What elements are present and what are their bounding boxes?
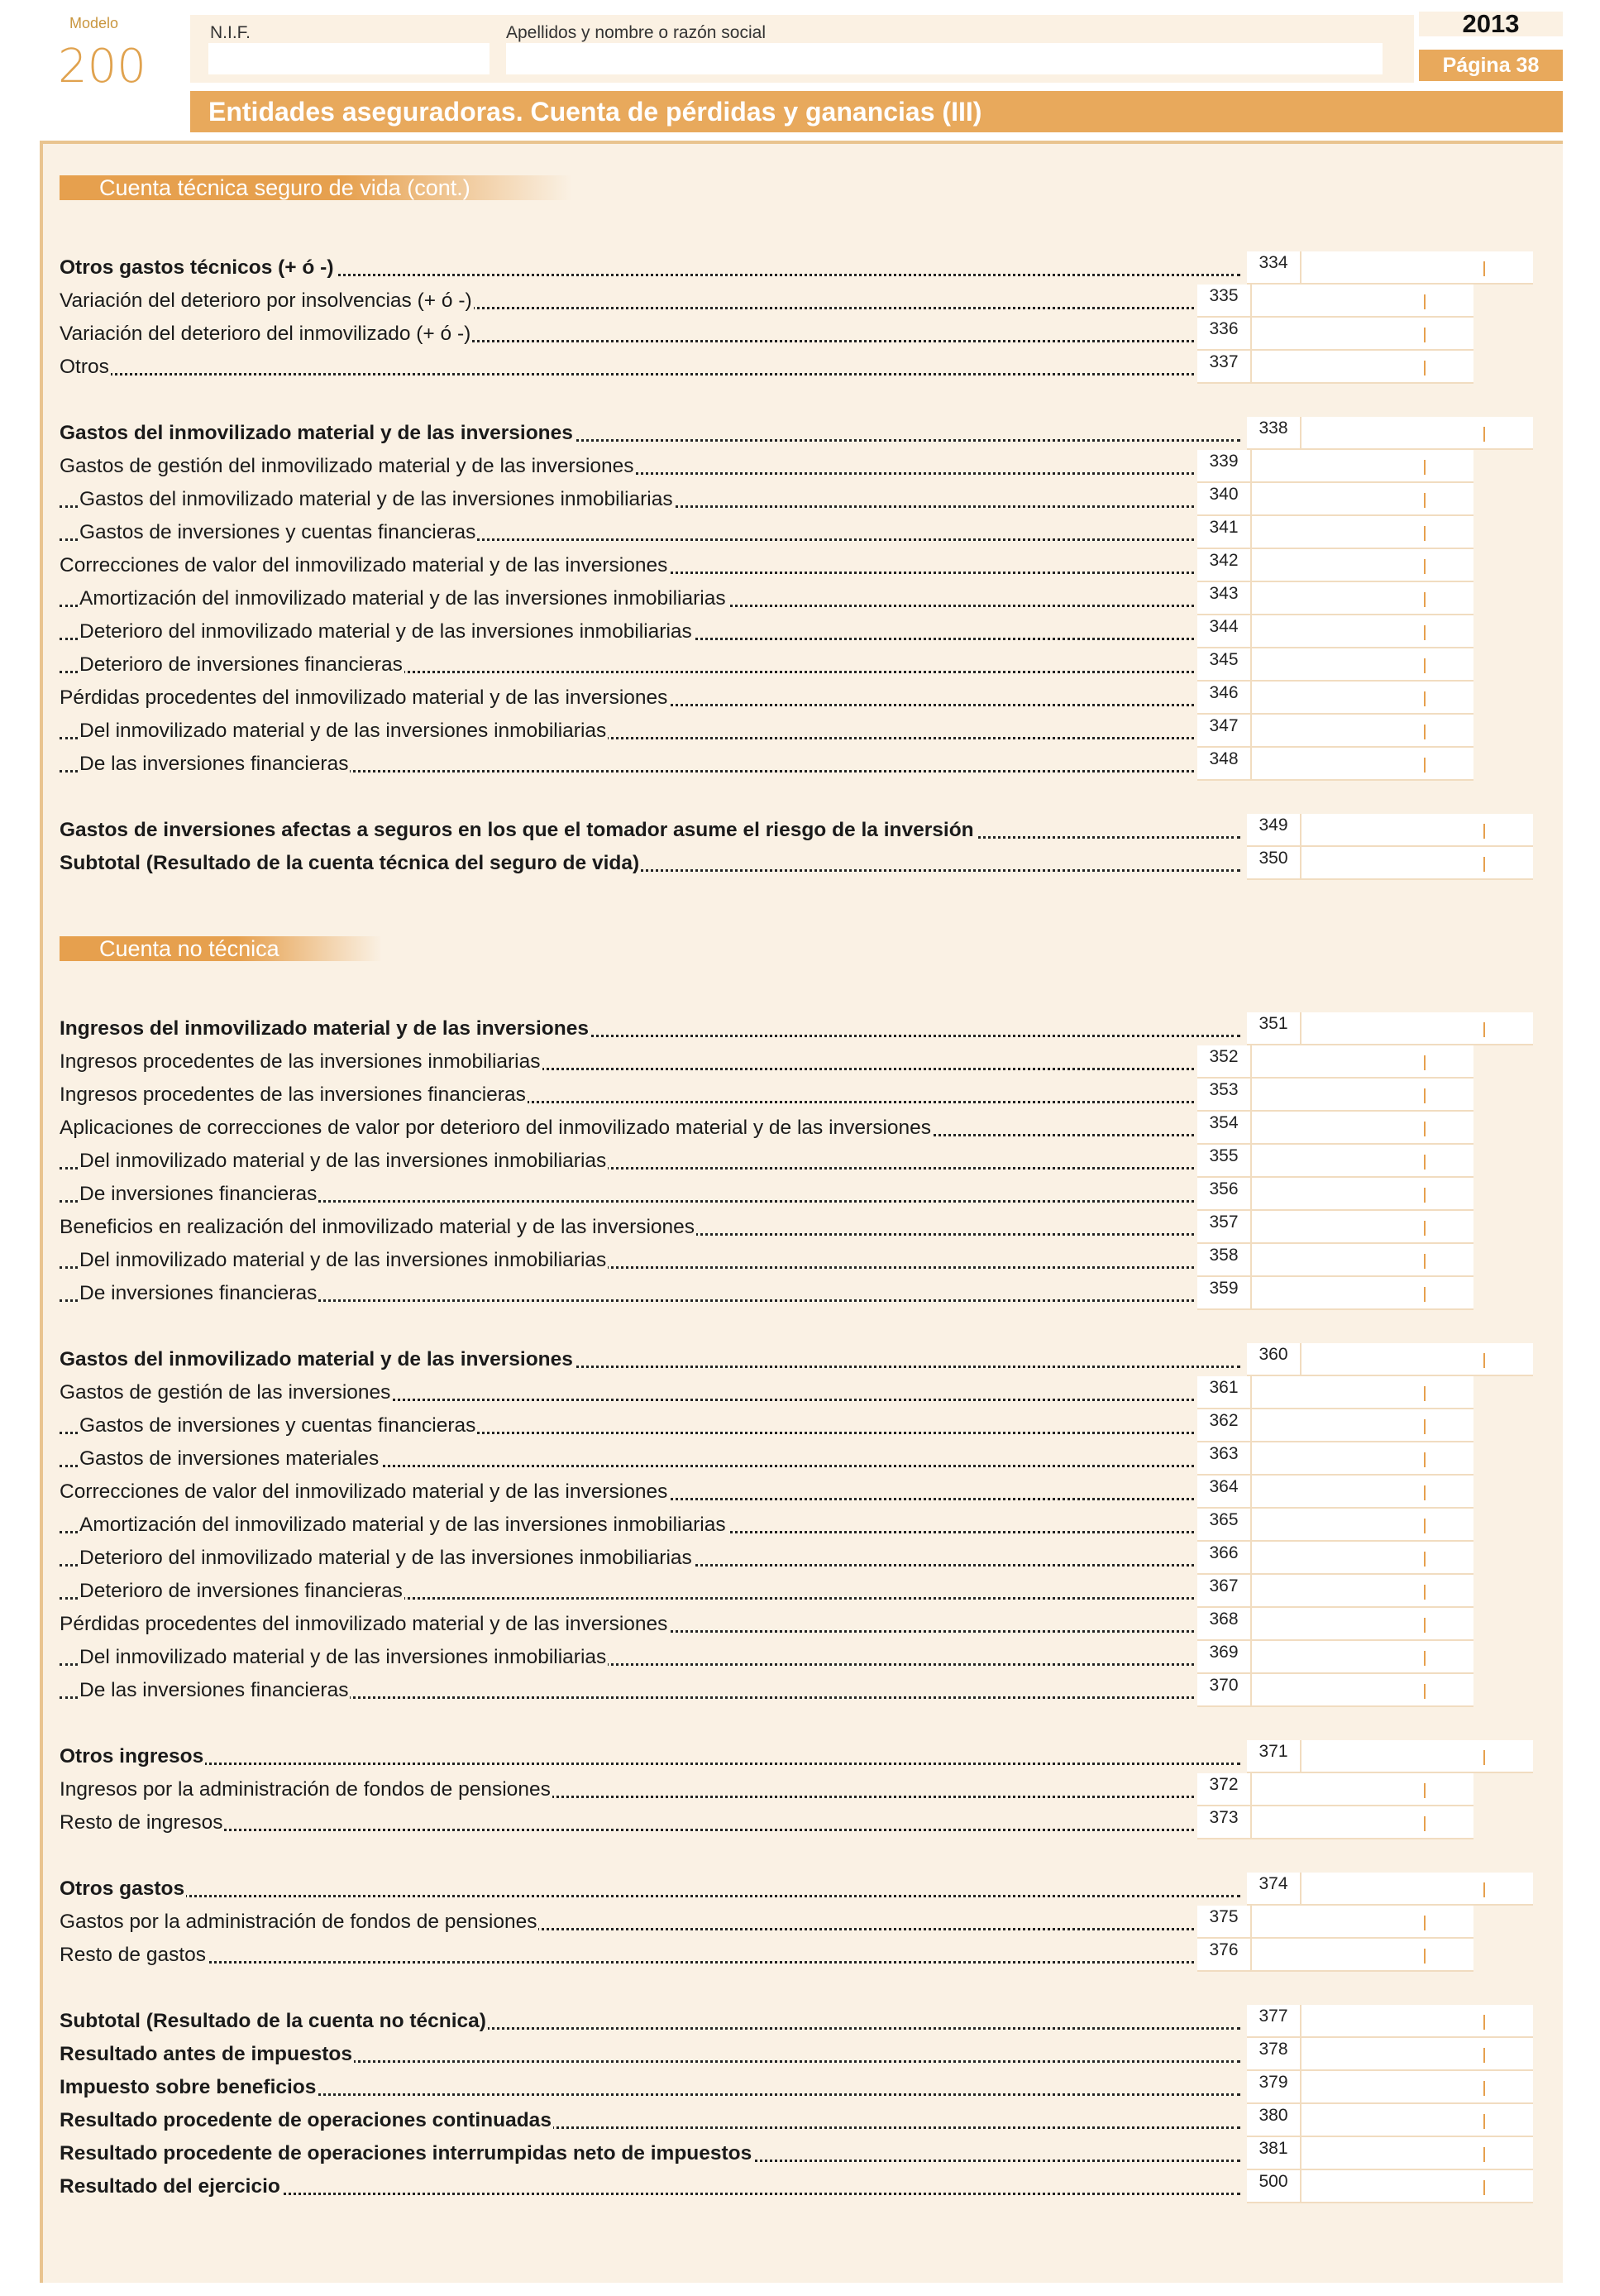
row-label (60, 1079, 1194, 1112)
page-title: Entidades aseguradoras. Cuenta de pérdidas y ganancias (III) (190, 91, 1563, 132)
amount-field[interactable] (1250, 1773, 1473, 1806)
row-label (60, 516, 1194, 549)
row-label-text: Variación del deterioro del inmovilizado (+ ó -) (60, 323, 471, 345)
decimal-separator-mark (1424, 1585, 1426, 1600)
box-code: 361 (1197, 1376, 1250, 1409)
box-code: 381 (1247, 2137, 1300, 2170)
dot-leader (60, 1895, 1240, 1897)
row-label-text: Del inmovilizado material y de las inversiones inmobiliarias (79, 1150, 607, 1172)
modelo-number: 200 (58, 40, 146, 93)
amount-field[interactable] (1250, 483, 1473, 516)
row-label-text: Gastos de gestión del inmovilizado material y de las inversiones (60, 455, 634, 477)
amount-field[interactable] (1250, 1641, 1473, 1674)
nif-field[interactable] (208, 43, 490, 74)
amount-field[interactable] (1300, 2137, 1533, 2170)
row-label (60, 648, 1194, 682)
box-code: 347 (1197, 715, 1250, 748)
box-code: 349 (1247, 814, 1300, 847)
row-label-text: Ingresos procedentes de las inversiones financieras (60, 1083, 526, 1106)
row-label-text: Ingresos por la administración de fondos de pensiones (60, 1778, 551, 1801)
row-label (60, 1409, 1194, 1442)
box-code: 334 (1247, 251, 1300, 285)
dot-leader (60, 1961, 1194, 1964)
row-label-text: Resultado procedente de operaciones interrumpidas neto de impuestos (60, 2142, 752, 2164)
amount-field[interactable] (1250, 351, 1473, 384)
amount-field[interactable] (1300, 1343, 1533, 1376)
decimal-separator-mark (1424, 294, 1426, 309)
row-label-text: Gastos por la administración de fondos de pensiones (60, 1911, 537, 1933)
dot-leader (60, 373, 1194, 375)
amount-field[interactable] (1250, 1145, 1473, 1178)
row-label (60, 483, 1194, 516)
decimal-separator-mark (1483, 2081, 1485, 2096)
row-label (60, 1873, 1240, 1906)
decimal-separator-mark (1424, 1254, 1426, 1269)
amount-field[interactable] (1300, 2104, 1533, 2137)
row-label-text: Resultado del ejercicio (60, 2175, 280, 2198)
decimal-separator-mark (1424, 1419, 1426, 1434)
box-code: 343 (1197, 582, 1250, 615)
name-field[interactable] (506, 43, 1383, 74)
decimal-separator-mark (1424, 1452, 1426, 1467)
row-label-text: Impuesto sobre beneficios (60, 2076, 317, 2098)
row-label (60, 748, 1194, 781)
box-code: 500 (1247, 2170, 1300, 2203)
row-label (60, 251, 1240, 285)
row-label (60, 1806, 1194, 1839)
row-label (60, 1112, 1194, 1145)
row-label (60, 1740, 1240, 1773)
amount-field[interactable] (1250, 1409, 1473, 1442)
row-label (60, 1476, 1194, 1509)
amount-field[interactable] (1300, 814, 1533, 847)
box-code: 348 (1197, 748, 1250, 781)
row-label (60, 285, 1194, 318)
row-label-text: Del inmovilizado material y de las inversiones inmobiliarias (79, 1646, 607, 1668)
dot-leader (60, 1829, 1194, 1831)
amount-field[interactable] (1300, 1873, 1533, 1906)
box-code: 368 (1197, 1608, 1250, 1641)
year-badge: 2013 (1419, 12, 1563, 36)
box-code: 360 (1247, 1343, 1300, 1376)
section-heading-no-tecnica: Cuenta no técnica (60, 936, 382, 961)
box-code: 380 (1247, 2104, 1300, 2137)
row-label (60, 417, 1240, 450)
section-heading-vida: Cuenta técnica seguro de vida (cont.) (60, 175, 572, 200)
decimal-separator-mark (1424, 328, 1426, 342)
row-label (60, 1145, 1194, 1178)
row-label-text: Subtotal (Resultado de la cuenta técnica del seguro de vida) (60, 852, 640, 874)
row-label (60, 450, 1194, 483)
amount-field[interactable] (1300, 2071, 1533, 2104)
decimal-separator-mark (1424, 1552, 1426, 1567)
row-label-text: Deterioro del inmovilizado material y de las inversiones inmobiliarias (79, 620, 692, 643)
box-code: 339 (1197, 450, 1250, 483)
row-label-text: Otros gastos técnicos (+ ó -) (60, 256, 334, 279)
decimal-separator-mark (1424, 1122, 1426, 1136)
box-code: 337 (1197, 351, 1250, 384)
amount-field[interactable] (1250, 1376, 1473, 1409)
amount-field[interactable] (1250, 1442, 1473, 1476)
amount-field[interactable] (1250, 748, 1473, 781)
decimal-separator-mark (1483, 261, 1485, 276)
row-label (60, 1906, 1194, 1939)
box-code: 373 (1197, 1806, 1250, 1839)
row-label (60, 1773, 1194, 1806)
box-code: 370 (1197, 1674, 1250, 1707)
row-label (60, 549, 1194, 582)
amount-field[interactable] (1300, 2038, 1533, 2071)
box-code: 378 (1247, 2038, 1300, 2071)
row-label (60, 1244, 1194, 1277)
row-label-text: Gastos del inmovilizado material y de las inversiones (60, 1348, 573, 1370)
row-label-text: Gastos de inversiones y cuentas financieras (79, 521, 476, 543)
decimal-separator-mark (1424, 1816, 1426, 1831)
decimal-separator-mark (1424, 1055, 1426, 1070)
box-code: 365 (1197, 1509, 1250, 1542)
row-label (60, 1509, 1194, 1542)
amount-field[interactable] (1250, 1608, 1473, 1641)
row-label-text: Ingresos procedentes de las inversiones inmobiliarias (60, 1050, 541, 1073)
row-label (60, 2071, 1240, 2104)
decimal-separator-mark (1424, 1949, 1426, 1964)
amount-field[interactable] (1250, 1575, 1473, 1608)
decimal-separator-mark (1424, 1618, 1426, 1633)
taxpayer-header (190, 15, 1414, 83)
decimal-separator-mark (1424, 758, 1426, 773)
row-label (60, 682, 1194, 715)
row-label-text: Subtotal (Resultado de la cuenta no técnica) (60, 2010, 486, 2032)
amount-field[interactable] (1250, 682, 1473, 715)
box-code: 344 (1197, 615, 1250, 648)
box-code: 352 (1197, 1045, 1250, 1079)
row-label (60, 1277, 1194, 1310)
row-label-text: De inversiones financieras (79, 1183, 318, 1205)
row-label (60, 2170, 1240, 2203)
row-label (60, 1442, 1194, 1476)
box-code: 364 (1197, 1476, 1250, 1509)
modelo-label: Modelo (69, 15, 119, 31)
amount-field[interactable] (1250, 1939, 1473, 1972)
nif-label: N.I.F. (210, 23, 251, 42)
amount-field[interactable] (1250, 615, 1473, 648)
box-code: 366 (1197, 1542, 1250, 1575)
row-label-text: Otros ingresos (60, 1745, 204, 1767)
amount-field[interactable] (1300, 1012, 1533, 1045)
decimal-separator-mark (1424, 526, 1426, 541)
amount-field[interactable] (1250, 648, 1473, 682)
decimal-separator-mark (1424, 361, 1426, 375)
decimal-separator-mark (1424, 658, 1426, 673)
box-code: 335 (1197, 285, 1250, 318)
row-label-text: Gastos de inversiones materiales (79, 1447, 380, 1470)
row-label-text: Del inmovilizado material y de las inversiones inmobiliarias (79, 1249, 607, 1271)
amount-field[interactable] (1300, 2005, 1533, 2038)
row-label-text: Gastos de gestión de las inversiones (60, 1381, 391, 1404)
name-label: Apellidos y nombre o razón social (506, 23, 766, 42)
amount-field[interactable] (1250, 1277, 1473, 1310)
box-code: 376 (1197, 1939, 1250, 1972)
row-label-text: De las inversiones financieras (79, 753, 349, 775)
box-code: 358 (1197, 1244, 1250, 1277)
row-label-text: Amortización del inmovilizado material y de las inversiones inmobiliarias (79, 1514, 726, 1536)
row-label-text: Otros gastos (60, 1877, 185, 1900)
dot-leader (60, 1763, 1240, 1765)
amount-field[interactable] (1250, 1112, 1473, 1145)
decimal-separator-mark (1424, 1519, 1426, 1533)
amount-field[interactable] (1250, 1079, 1473, 1112)
row-label (60, 1608, 1194, 1641)
row-label (60, 615, 1194, 648)
box-code: 371 (1247, 1740, 1300, 1773)
amount-field[interactable] (1250, 1178, 1473, 1211)
decimal-separator-mark (1424, 1684, 1426, 1699)
box-code: 338 (1247, 417, 1300, 450)
decimal-separator-mark (1424, 1916, 1426, 1930)
box-code: 354 (1197, 1112, 1250, 1145)
box-code: 355 (1197, 1145, 1250, 1178)
decimal-separator-mark (1424, 1485, 1426, 1500)
row-label (60, 2038, 1240, 2071)
row-label-text: Aplicaciones de correcciones de valor por deterioro del inmovilizado material y de las inversiones (60, 1117, 932, 1139)
page-number: Página 38 (1419, 50, 1563, 81)
decimal-separator-mark (1424, 559, 1426, 574)
decimal-separator-mark (1424, 460, 1426, 475)
row-label (60, 582, 1194, 615)
amount-field[interactable] (1250, 285, 1473, 318)
row-label (60, 1641, 1194, 1674)
amount-field[interactable] (1300, 2170, 1533, 2203)
box-code: 362 (1197, 1409, 1250, 1442)
box-code: 357 (1197, 1211, 1250, 1244)
row-label (60, 1045, 1194, 1079)
amount-field[interactable] (1250, 1509, 1473, 1542)
decimal-separator-mark (1424, 1386, 1426, 1401)
row-label-text: Amortización del inmovilizado material y de las inversiones inmobiliarias (79, 587, 726, 610)
box-code: 367 (1197, 1575, 1250, 1608)
decimal-separator-mark (1424, 625, 1426, 640)
amount-field[interactable] (1250, 1806, 1473, 1839)
row-label-text: Gastos de inversiones y cuentas financieras (79, 1414, 476, 1437)
decimal-separator-mark (1483, 1022, 1485, 1037)
amount-field[interactable] (1250, 1542, 1473, 1575)
decimal-separator-mark (1483, 824, 1485, 839)
decimal-separator-mark (1483, 2015, 1485, 2030)
amount-field[interactable] (1250, 1211, 1473, 1244)
row-label-text: Otros (60, 356, 109, 378)
amount-field[interactable] (1300, 847, 1533, 880)
decimal-separator-mark (1483, 2048, 1485, 2063)
amount-field[interactable] (1300, 251, 1533, 285)
box-code: 379 (1247, 2071, 1300, 2104)
amount-field[interactable] (1250, 1674, 1473, 1707)
row-label (60, 2005, 1240, 2038)
row-label (60, 318, 1194, 351)
row-label-text: Resto de ingresos (60, 1811, 223, 1834)
row-label (60, 1575, 1194, 1608)
row-label (60, 2104, 1240, 2137)
box-code: 350 (1247, 847, 1300, 880)
decimal-separator-mark (1424, 691, 1426, 706)
row-label-text: Correcciones de valor del inmovilizado material y de las inversiones (60, 554, 668, 576)
box-code: 356 (1197, 1178, 1250, 1211)
box-code: 342 (1197, 549, 1250, 582)
box-code: 377 (1247, 2005, 1300, 2038)
decimal-separator-mark (1424, 1651, 1426, 1666)
box-code: 336 (1197, 318, 1250, 351)
box-code: 340 (1197, 483, 1250, 516)
row-label (60, 1939, 1194, 1972)
box-code: 363 (1197, 1442, 1250, 1476)
row-label (60, 2137, 1240, 2170)
decimal-separator-mark (1424, 1287, 1426, 1302)
row-label-text: Ingresos del inmovilizado material y de las inversiones (60, 1017, 589, 1040)
box-code: 374 (1247, 1873, 1300, 1906)
row-label (60, 1012, 1240, 1045)
decimal-separator-mark (1424, 725, 1426, 739)
box-code: 341 (1197, 516, 1250, 549)
box-code: 353 (1197, 1079, 1250, 1112)
amount-field[interactable] (1250, 318, 1473, 351)
box-code: 372 (1197, 1773, 1250, 1806)
row-label-text: Deterioro de inversiones financieras (79, 653, 403, 676)
amount-field[interactable] (1250, 1244, 1473, 1277)
row-label-text: Pérdidas procedentes del inmovilizado material y de las inversiones (60, 1613, 668, 1635)
row-label-text: Resultado procedente de operaciones continuadas (60, 2109, 552, 2131)
decimal-separator-mark (1424, 1221, 1426, 1236)
row-label-text: Correcciones de valor del inmovilizado material y de las inversiones (60, 1480, 668, 1503)
decimal-separator-mark (1483, 1750, 1485, 1765)
box-code: 351 (1247, 1012, 1300, 1045)
row-label (60, 1376, 1194, 1409)
decimal-separator-mark (1424, 1088, 1426, 1103)
amount-field[interactable] (1250, 450, 1473, 483)
decimal-separator-mark (1483, 427, 1485, 442)
decimal-separator-mark (1483, 2114, 1485, 2129)
decimal-separator-mark (1424, 592, 1426, 607)
decimal-separator-mark (1483, 1882, 1485, 1897)
row-label-text: Beneficios en realización del inmovilizado material y de las inversiones (60, 1216, 695, 1238)
amount-field[interactable] (1250, 582, 1473, 615)
row-label-text: Deterioro del inmovilizado material y de las inversiones inmobiliarias (79, 1547, 692, 1569)
row-label-text: Gastos de inversiones afectas a seguros en los que el tomador asume el riesgo de la inversión (60, 819, 974, 841)
box-code: 369 (1197, 1641, 1250, 1674)
decimal-separator-mark (1424, 1155, 1426, 1170)
row-label-text: Gastos del inmovilizado material y de las inversiones (60, 422, 573, 444)
row-label-text: Del inmovilizado material y de las inversiones inmobiliarias (79, 720, 607, 742)
amount-field[interactable] (1250, 1476, 1473, 1509)
amount-field[interactable] (1250, 1906, 1473, 1939)
row-label-text: De inversiones financieras (79, 1282, 318, 1304)
decimal-separator-mark (1424, 1188, 1426, 1203)
decimal-separator-mark (1483, 857, 1485, 872)
row-label (60, 1211, 1194, 1244)
row-label-text: Resto de gastos (60, 1944, 207, 1966)
decimal-separator-mark (1424, 493, 1426, 508)
amount-field[interactable] (1250, 715, 1473, 748)
row-label (60, 1178, 1194, 1211)
row-label-text: Variación del deterioro por insolvencias (+ ó -) (60, 289, 472, 312)
row-label-text: Deterioro de inversiones financieras (79, 1580, 403, 1602)
amount-field[interactable] (1250, 549, 1473, 582)
row-label (60, 1343, 1240, 1376)
decimal-separator-mark (1424, 1783, 1426, 1798)
row-label (60, 351, 1194, 384)
row-label (60, 1542, 1194, 1575)
row-label (60, 1674, 1194, 1707)
box-code: 345 (1197, 648, 1250, 682)
box-code: 375 (1197, 1906, 1250, 1939)
row-label-text: Resultado antes de impuestos (60, 2043, 352, 2065)
row-label-text: De las inversiones financieras (79, 1679, 349, 1701)
amount-field[interactable] (1300, 417, 1533, 450)
row-label (60, 847, 1240, 880)
row-label (60, 814, 1240, 847)
amount-field[interactable] (1250, 516, 1473, 549)
box-code: 346 (1197, 682, 1250, 715)
decimal-separator-mark (1483, 1353, 1485, 1368)
amount-field[interactable] (1300, 1740, 1533, 1773)
decimal-separator-mark (1483, 2180, 1485, 2195)
row-label-text: Pérdidas procedentes del inmovilizado material y de las inversiones (60, 686, 668, 709)
amount-field[interactable] (1250, 1045, 1473, 1079)
row-label-text: Gastos del inmovilizado material y de las inversiones inmobiliarias (79, 488, 673, 510)
box-code: 359 (1197, 1277, 1250, 1310)
row-label (60, 715, 1194, 748)
decimal-separator-mark (1483, 2147, 1485, 2162)
